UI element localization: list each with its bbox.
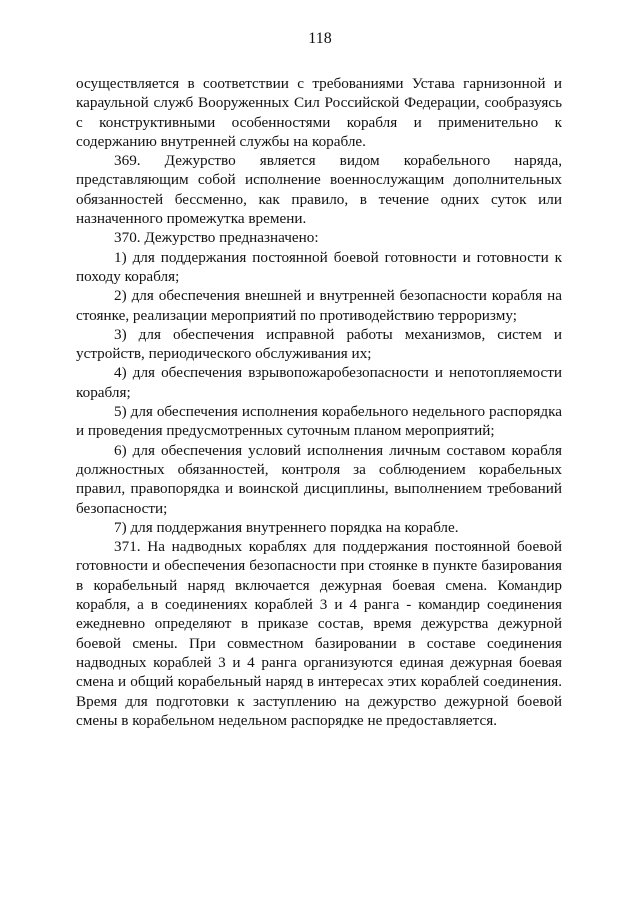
list-item-5: 5) для обеспечения исполнения корабельного недельного распорядка и проведения предусмотренных суточным планом мероприятий; bbox=[76, 403, 562, 440]
list-item-4: 4) для обеспечения взрывопожаробезопасности и непотопляемости корабля; bbox=[76, 364, 562, 401]
list-item-6: 6) для обеспечения условий исполнения личным составом корабля должностных обязанностей, контроля за соблюдением корабельных правил, правопорядка и воинской дисциплины, выполнением требований безопасности; bbox=[76, 441, 562, 517]
list-item-2: 2) для обеспечения внешней и внутренней безопасности корабля на стоянке, реализации мероприятий по противодействию терроризму; bbox=[76, 287, 562, 324]
document-body bbox=[76, 74, 562, 730]
paragraph-369: 369. Дежурство является видом корабельного наряда, представляющим собой исполнение военнослужащим дополнительных обязанностей бессменно, как правило, в течение одних суток или назначенного промежутка времени. bbox=[76, 152, 562, 228]
paragraph-370: 370. Дежурство предназначено: bbox=[114, 229, 319, 247]
list-item-1: 1) для поддержания постоянной боевой готовности и готовности к походу корабля; bbox=[76, 248, 562, 285]
page-number: 118 bbox=[308, 30, 332, 47]
paragraph-371: 371. На надводных кораблях для поддержания постоянной боевой готовности и обеспечения безопасности при стоянке в пункте базирования в корабельный наряд включается дежурная боевая смена. Командир корабля, а в соединениях кораблей 3 и 4 ранга - командир соединения ежедневно определяют в приказе состав, время дежурства дежурной боевой смены. При совместном базировании в составе соединения надводных кораблей 3 и 4 ранга организуются единая дежурная боевая смена и общий корабельный наряд в интересах этих кораблей соединения. Время для подготовки к заступлению на дежурство дежурной боевой смены в корабельном недельном распорядке не предоставляется. bbox=[76, 538, 562, 729]
paragraph-continuation: осуществляется в соответствии с требованиями Устава гарнизонной и караульной служб Вооруженных Сил Российской Федерации, сообразуясь с конструктивными особенностями корабля и применительно к содержанию внутренней службы на корабле. bbox=[76, 75, 562, 150]
list-item-3: 3) для обеспечения исправной работы механизмов, систем и устройств, периодического обслуживания их; bbox=[76, 325, 562, 363]
list-item-7: 7) для поддержания внутреннего порядка на корабле. bbox=[114, 518, 459, 536]
